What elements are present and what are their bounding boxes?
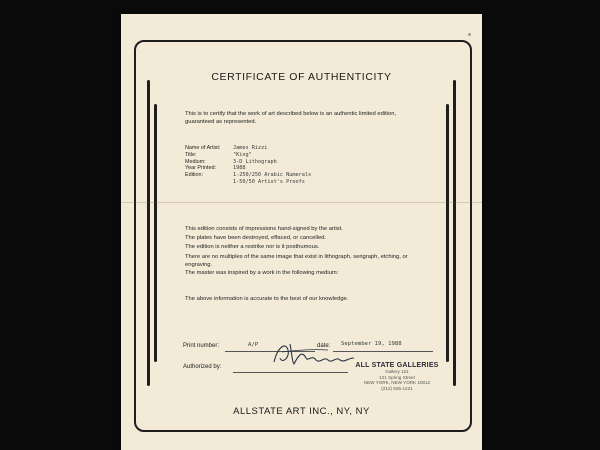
detail-value: James Rizzi xyxy=(233,145,268,151)
date-value: September 19, 1988 xyxy=(341,341,402,347)
left-inner-bar xyxy=(154,104,157,362)
intro-text: This is to certify that the work of art described below is an authentic limited edition, guaranteed as represented. xyxy=(185,111,397,125)
detail-value: 1-50/50 Artist's Proofs xyxy=(233,178,305,185)
pin-hole xyxy=(468,33,471,36)
detail-row xyxy=(185,159,311,166)
right-outer-bar xyxy=(453,80,456,386)
edition-line: The plates have been destroyed, effaced, or cancelled. xyxy=(185,235,327,242)
edition-line: The master was inspired by a work in the following medium: xyxy=(185,269,339,276)
edition-line: The edition is neither a restrike nor is it posthumous. xyxy=(185,244,320,251)
stamp-line: Gallery 121 xyxy=(385,369,409,374)
detail-label: Medium: xyxy=(185,158,206,165)
right-inner-bar xyxy=(446,104,449,362)
detail-label: Year Printed: xyxy=(185,165,216,172)
stamp-line: (212) 925-1221 xyxy=(381,385,413,391)
edition-statements xyxy=(185,225,421,278)
authorized-line xyxy=(233,372,348,373)
detail-label: Name of Artist: xyxy=(185,145,221,151)
detail-value: 1-250/250 Arabic Numerals xyxy=(233,172,312,179)
stamp-line: NEW YORK, NEW YORK 10012 xyxy=(363,380,431,386)
artwork-details xyxy=(185,145,311,186)
gallery-name: ALL STATE GALLERIES xyxy=(355,362,439,369)
detail-row xyxy=(185,165,311,172)
detail-label: Title: xyxy=(185,151,197,158)
certificate-paper xyxy=(121,14,482,450)
gallery-stamp xyxy=(354,362,440,391)
detail-row xyxy=(185,145,311,152)
date-label: date: xyxy=(317,343,331,349)
detail-value: 3-D Lithograph xyxy=(233,158,277,165)
detail-value: "King" xyxy=(233,151,252,158)
authorized-label: Authorized by: xyxy=(183,364,222,370)
edition-line: This edition consists of impressions hand-signed by the artist. xyxy=(185,226,343,232)
detail-label xyxy=(185,179,233,186)
detail-value: 1988 xyxy=(233,165,246,172)
handwritten-signature xyxy=(268,336,358,370)
issuer-footer: ALLSTATE ART INC., NY, NY xyxy=(233,406,370,417)
stamp-line: 121 Spring Street xyxy=(379,374,415,380)
print-number-label: Print number: xyxy=(183,343,220,349)
left-outer-bar xyxy=(147,80,150,386)
detail-row xyxy=(185,179,311,186)
detail-label: Edition: xyxy=(185,172,203,179)
accuracy-statement: The above information is accurate to the best of our knowledge. xyxy=(185,296,349,302)
detail-row xyxy=(185,152,311,159)
print-number-value: A/P xyxy=(248,342,259,348)
edition-line: There are no multiples of the same image that exist in lithograph, serigraph, etching, or engraving. xyxy=(185,253,408,268)
detail-row xyxy=(185,172,311,179)
certificate-title: CERTIFICATE OF AUTHENTICITY xyxy=(211,71,392,83)
